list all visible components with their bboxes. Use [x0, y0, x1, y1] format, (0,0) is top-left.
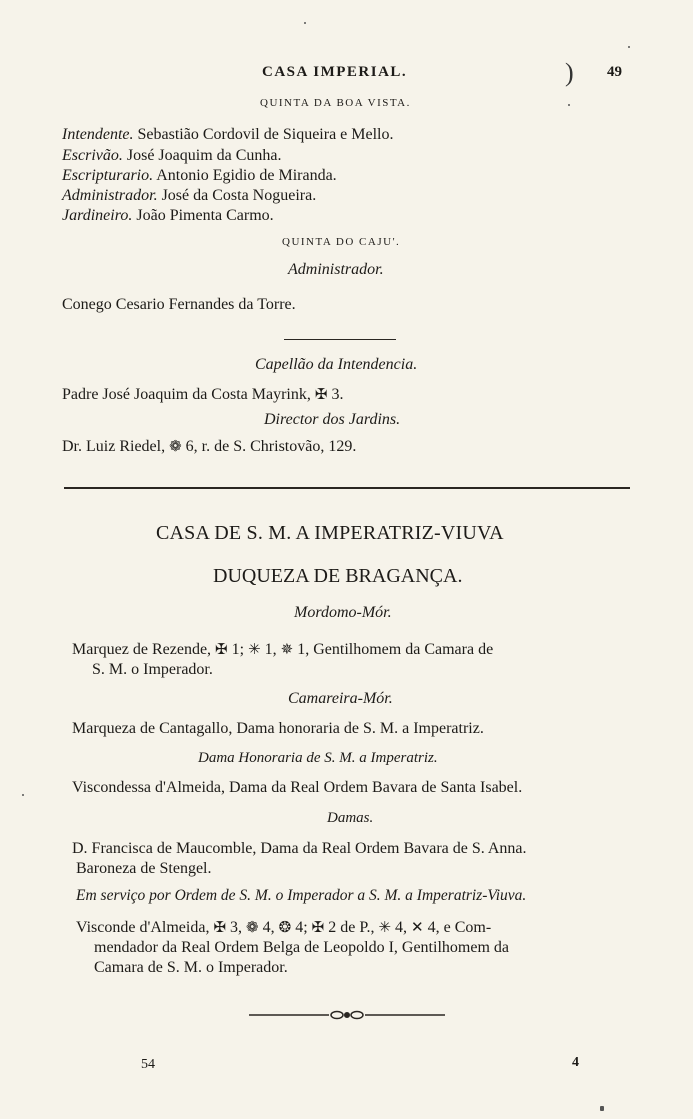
sun-order-icon: ❂: [278, 918, 292, 936]
cross-order-icon: ✠: [215, 640, 228, 658]
order-degree: 2 de P.,: [328, 919, 375, 936]
damas-role: Damas.: [327, 810, 374, 826]
order-degree: 3,: [230, 919, 243, 936]
dama-honoraria-role: Dama Honoraria de S. M. a Imperatriz.: [198, 750, 438, 766]
cross-order-icon: ✠: [314, 385, 328, 403]
long-divider: [64, 487, 630, 489]
order-degree: 1;: [231, 641, 245, 658]
person-name: Marquez de Rezende,: [72, 641, 212, 658]
right-signature-mark: 4: [572, 1055, 579, 1070]
dama-honoraria-entry: Viscondessa d'Almeida, Dama da Real Ordem Bavara de Santa Isabel.: [72, 779, 523, 796]
person-name: Padre José Joaquim da Costa Mayrink,: [62, 386, 311, 403]
cross-order-icon: ✠: [311, 918, 325, 936]
entry-administrador: [62, 187, 316, 205]
scan-speck: [22, 794, 24, 796]
mordomo-entry-cont: S. M. o Imperador.: [92, 661, 213, 678]
scan-speck: [628, 46, 630, 48]
person-name: Sebastião Cordovil de Siqueira e Mello.: [137, 126, 394, 143]
mordomo-entry: [72, 640, 493, 659]
entry-escrivao: [62, 147, 282, 165]
entry-escripturario: [62, 167, 337, 185]
rose-order-icon: ❁: [246, 918, 259, 936]
order-degree: 1,: [264, 641, 277, 658]
section-subtitle-boa-vista: QUINTA DA BOA VISTA.: [260, 97, 411, 109]
cross-order-icon: ✠: [213, 918, 227, 936]
caju-role: Administrador.: [288, 261, 384, 278]
order-degree: 4;: [295, 919, 308, 936]
order-degree: 3.: [331, 386, 344, 403]
damas-entry-1: D. Francisca de Maucomble, Dama da Real Ordem Bavara de S. Anna.: [72, 840, 527, 857]
page-title: CASA IMPERIAL.: [262, 64, 408, 80]
camareira-role: Camareira-Mór.: [288, 690, 393, 707]
ornament-icon: [247, 1008, 447, 1022]
saltire-order-icon: ✕: [411, 918, 424, 936]
visconde-entry-cont-1: mendador da Real Ordem Belga de Leopoldo I, Gentilhomem da: [94, 939, 509, 956]
role-label: Administrador.: [62, 187, 158, 204]
star-order-icon: ✳: [378, 918, 392, 936]
mordomo-role: Mordomo-Mór.: [294, 604, 392, 621]
visconde-entry-cont-2: Camara de S. M. o Imperador.: [94, 959, 288, 976]
camareira-entry: Marqueza de Cantagallo, Dama honoraria de S. M. a Imperatriz.: [72, 720, 484, 737]
capellao-role: Capellão da Intendencia.: [255, 356, 418, 373]
rose-order-icon: ❁: [169, 437, 182, 455]
badge-order-icon: ✵: [280, 640, 294, 658]
role-label: Escripturario.: [62, 167, 154, 184]
page-bracket: ): [565, 58, 574, 87]
star-order-icon: ✳: [248, 640, 261, 658]
person-name: José da Costa Nogueira.: [161, 187, 317, 204]
person-name: Dr. Luiz Riedel,: [62, 438, 166, 455]
visconde-entry: [76, 918, 491, 937]
scan-speck: [304, 22, 306, 24]
person-name: José Joaquim da Cunha.: [126, 147, 282, 164]
role-label: Intendente.: [62, 126, 134, 143]
entry-text: 4, e Com-: [427, 919, 492, 936]
person-name: João Pimenta Carmo.: [136, 207, 274, 224]
servico-role: Em serviço por Ordem de S. M. o Imperador a S. M. a Imperatriz-Viuva.: [76, 887, 527, 904]
signature-mark: 54: [141, 1057, 155, 1072]
capellao-entry: [62, 385, 343, 404]
role-label: Escrivão.: [62, 147, 123, 164]
caju-name: Conego Cesario Fernandes da Torre.: [62, 296, 296, 313]
damas-entry-2: Baroneza de Stengel.: [76, 860, 212, 877]
person-name: Visconde d'Almeida,: [76, 919, 210, 936]
entry-jardineiro: [62, 207, 274, 225]
short-divider: [284, 339, 396, 340]
section-subtitle-caju: QUINTA DO CAJU'.: [282, 236, 401, 248]
scan-speck: [568, 104, 570, 106]
entry-intendente: [62, 126, 393, 144]
order-degree: 4,: [395, 919, 408, 936]
section-title-line1: CASA DE S. M. A IMPERATRIZ-VIUVA: [156, 522, 504, 544]
address: 6, r. de S. Christovão, 129.: [185, 438, 357, 455]
order-degree: 4,: [262, 919, 275, 936]
page-number: 49: [607, 64, 622, 80]
entry-text: 1, Gentilhomem da Camara de: [297, 641, 494, 658]
section-title-line2: DUQUEZA DE BRAGANÇA.: [213, 565, 463, 587]
role-label: Jardineiro.: [62, 207, 133, 224]
scan-speck: [600, 1106, 604, 1111]
person-name: Antonio Egidio de Miranda.: [156, 167, 337, 184]
director-entry: [62, 437, 356, 456]
director-role: Director dos Jardins.: [264, 411, 401, 428]
